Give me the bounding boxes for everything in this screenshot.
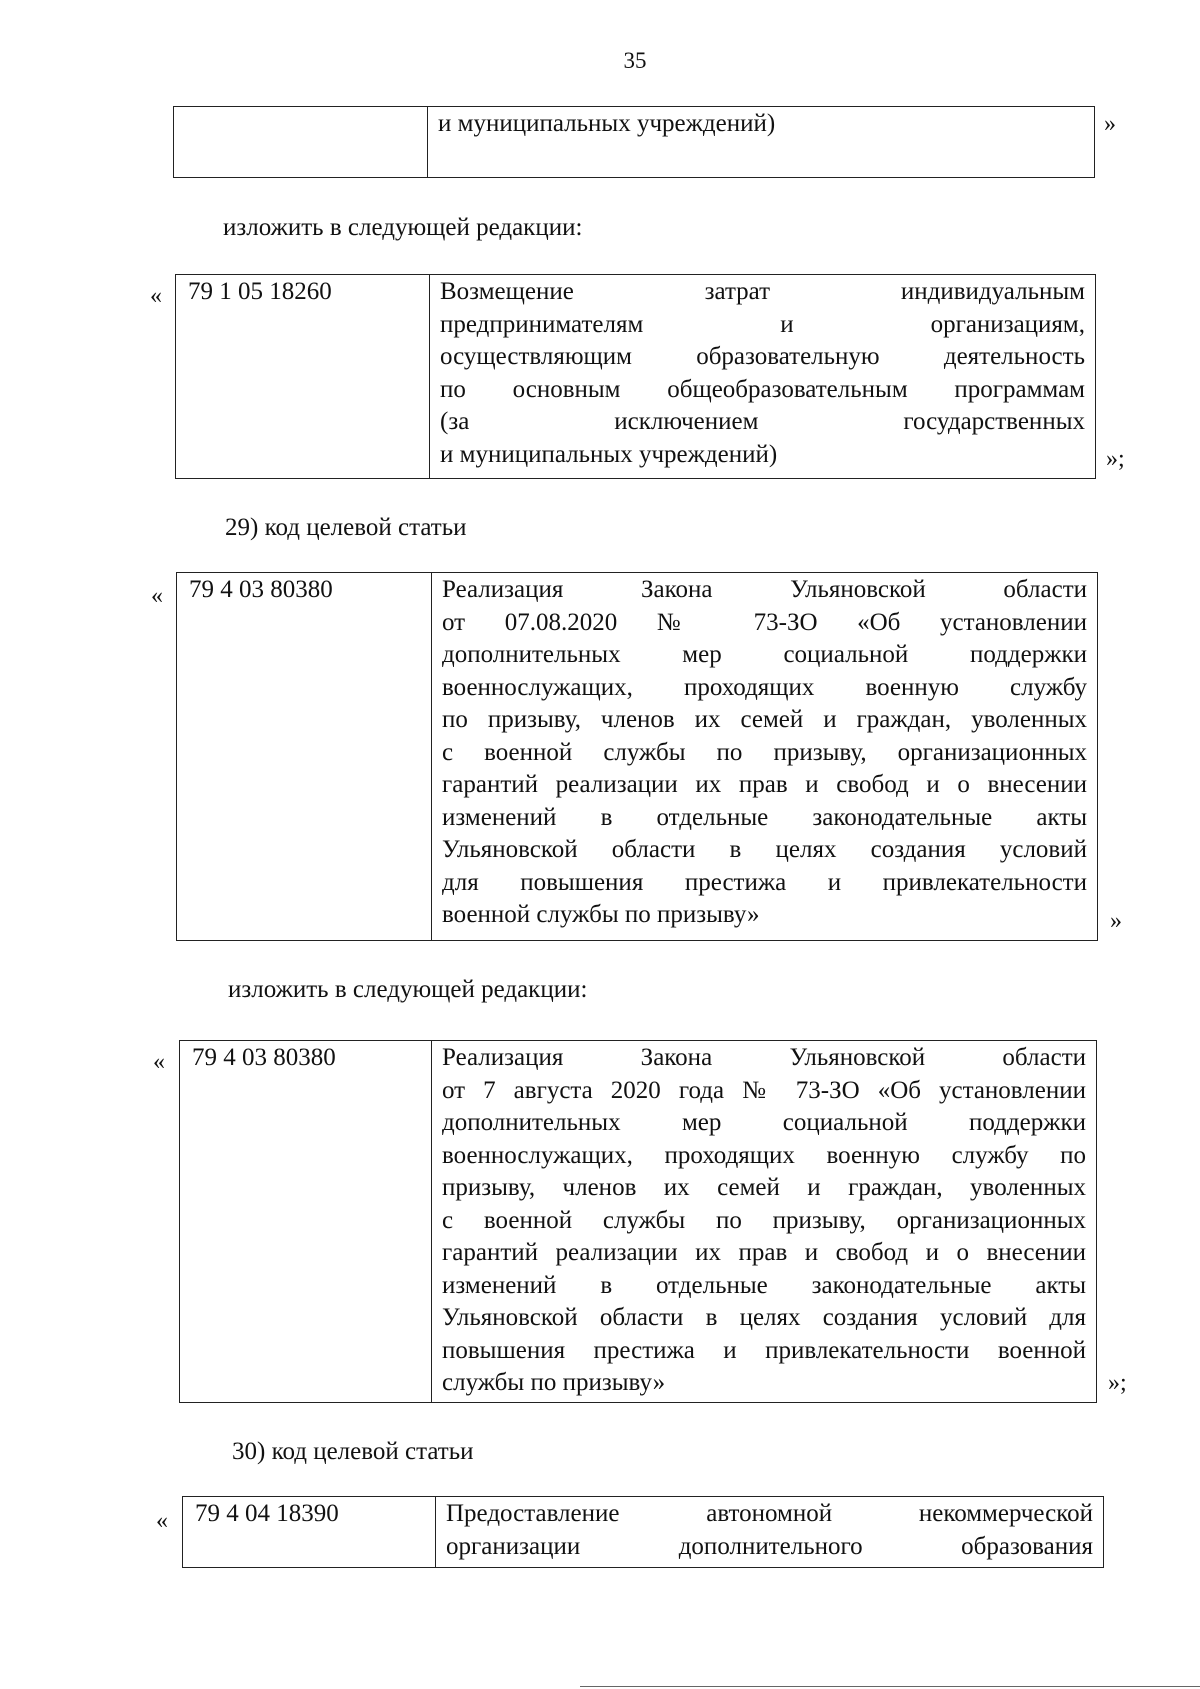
- opening-quote: «: [156, 1508, 168, 1534]
- description-line: изменений в отдельные законодательные акты: [442, 803, 1087, 831]
- description-line: военной службы по призыву»: [442, 901, 760, 928]
- code-cell: 79 1 05 18260: [176, 275, 430, 478]
- code-cell: [174, 107, 428, 177]
- page-number: 35: [623, 48, 647, 73]
- description-cell: [432, 573, 1097, 940]
- description-line: и муниципальных учреждений): [440, 440, 778, 468]
- description-line: организации дополнительного образования: [446, 1532, 1093, 1560]
- description-line: дополнительных мер социальной поддержки: [442, 641, 1087, 668]
- description-line: и муниципальных учреждений): [438, 110, 776, 137]
- closing-quote: »;: [1108, 1370, 1127, 1396]
- description-line: по основным общеобразовательным программам: [440, 375, 1085, 403]
- description-line: гарантий реализации их прав и свобод и о внесении: [442, 1239, 1086, 1266]
- table-4-79-4-04-18390: [182, 1496, 1104, 1568]
- description-line: (за исключением государственных: [440, 408, 1085, 435]
- closing-quote: »: [1110, 908, 1122, 934]
- description-line: Ульяновской области в целях создания условий для: [442, 1304, 1086, 1331]
- description-line: с военной службы по призыву, организационных: [442, 1206, 1086, 1234]
- code-cell: 79 4 03 80380: [180, 1041, 432, 1402]
- table-1-new-79-1-05-18260: [175, 274, 1096, 479]
- description-line: призыву, членов их семей и граждан, уволенных: [442, 1174, 1086, 1201]
- description-line: гарантий реализации их прав и свобод и о внесении: [442, 771, 1087, 798]
- description-cell: [430, 275, 1095, 478]
- description-line: Возмещение затрат индивидуальным: [440, 278, 1085, 305]
- description-line: повышения престижа и привлекательности военной: [442, 1336, 1086, 1364]
- description-line: дополнительных мер социальной поддержки: [442, 1109, 1086, 1136]
- closing-quote: »: [1104, 111, 1116, 137]
- instruction-paragraph: изложить в следующей редакции:: [228, 976, 588, 1003]
- table-3-new-79-4-03-80380: [179, 1040, 1097, 1403]
- description-line: Реализация Закона Ульяновской области: [442, 576, 1087, 603]
- code-cell: 79 4 03 80380: [177, 573, 432, 940]
- instruction-paragraph: изложить в следующей редакции:: [223, 214, 583, 241]
- description-line: военнослужащих, проходящих военную службу по: [442, 1141, 1086, 1169]
- table-continuation: [173, 106, 1095, 178]
- description-line: военнослужащих, проходящих военную службу: [442, 673, 1087, 701]
- description-line: службы по призыву»: [442, 1369, 666, 1396]
- section-heading: 29) код целевой статьи: [225, 514, 467, 541]
- opening-quote: «: [150, 283, 162, 309]
- description-line: изменений в отдельные законодательные акты: [442, 1271, 1086, 1299]
- section-heading: 30) код целевой статьи: [232, 1438, 474, 1465]
- description-line: Реализация Закона Ульяновской области: [442, 1044, 1086, 1071]
- description-line: для повышения престижа и привлекательности: [442, 868, 1087, 896]
- description-cell: [436, 1497, 1103, 1567]
- description-line: с военной службы по призыву, организационных: [442, 738, 1087, 766]
- description-line: от 7 августа 2020 года № 73-ЗО «Об установлении: [442, 1076, 1086, 1104]
- description-cell: [428, 107, 1094, 177]
- description-line: по призыву, членов их семей и граждан, уволенных: [442, 706, 1087, 733]
- description-line: предпринимателям и организациям,: [440, 310, 1085, 338]
- bottom-divider: [580, 1686, 1200, 1687]
- code-cell: 79 4 04 18390: [183, 1497, 436, 1567]
- description-cell: [432, 1041, 1096, 1402]
- description-line: осуществляющим образовательную деятельность: [440, 343, 1085, 370]
- opening-quote: «: [153, 1049, 165, 1075]
- closing-quote: »;: [1106, 446, 1125, 472]
- description-line: Предоставление автономной некоммерческой: [446, 1500, 1093, 1527]
- opening-quote: «: [151, 583, 163, 609]
- description-line: Ульяновской области в целях создания условий: [442, 836, 1087, 863]
- description-line: от 07.08.2020 № 73-ЗО «Об установлении: [442, 608, 1087, 636]
- table-2-old-79-4-03-80380: [176, 572, 1098, 941]
